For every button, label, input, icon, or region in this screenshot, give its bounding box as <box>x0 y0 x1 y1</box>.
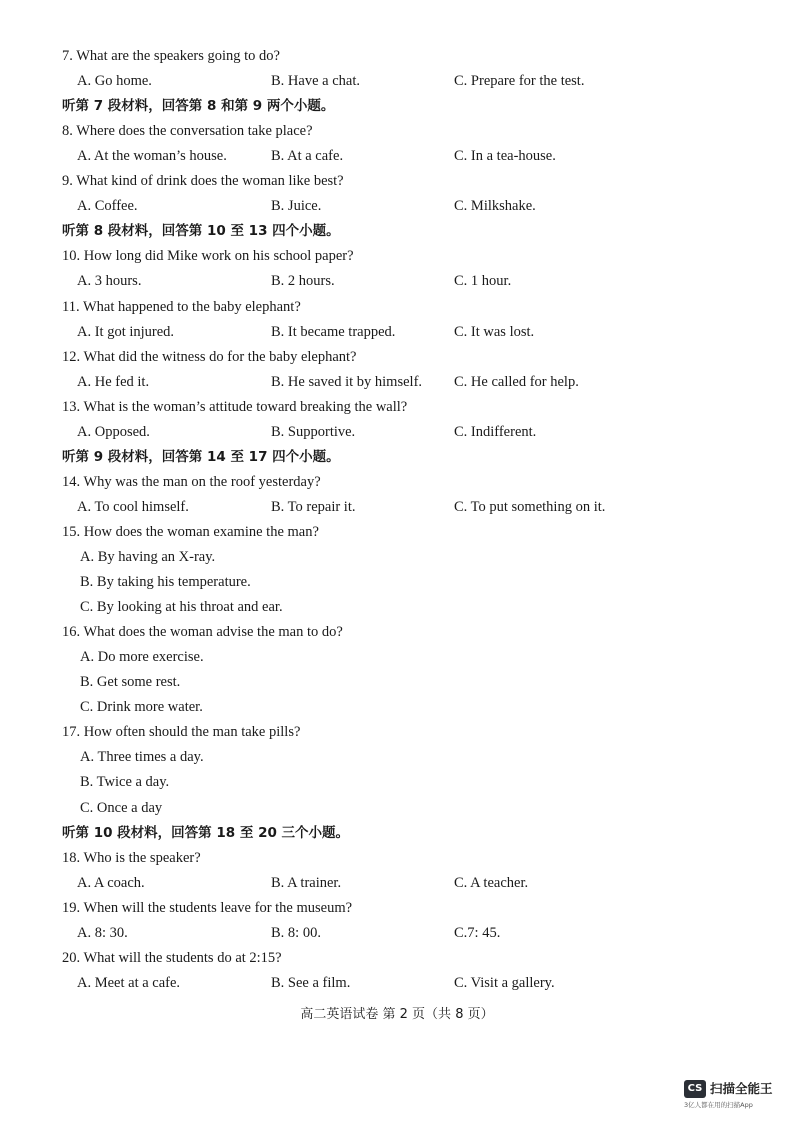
option-text: C. By looking at his throat and ear. <box>80 599 283 615</box>
option-row <box>0 796 794 820</box>
option-text: B. Twice a day. <box>80 774 170 790</box>
option-c: C. Prepare for the test. <box>454 73 585 89</box>
option-a: A. Opposed. <box>77 424 150 440</box>
options-row <box>0 320 794 344</box>
option-a: A. 8: 30. <box>77 925 128 941</box>
section-instruction-row <box>0 821 794 845</box>
option-text: A. Three times a day. <box>80 749 204 765</box>
question-text: 13. What is the woman’s attitude toward breaking the wall? <box>62 399 408 415</box>
question-row <box>0 244 794 268</box>
question-text: 7. What are the speakers going to do? <box>62 48 280 64</box>
question-text: 8. Where does the conversation take place? <box>62 123 313 139</box>
option-a: A. A coach. <box>77 875 145 891</box>
question-text: 19. When will the students leave for the museum? <box>62 900 353 916</box>
question-row <box>0 946 794 970</box>
question-text: 12. What did the witness do for the baby elephant? <box>62 349 357 365</box>
question-row <box>0 846 794 870</box>
option-b: B. Juice. <box>271 198 322 214</box>
options-row <box>0 194 794 218</box>
option-c: C. Indifferent. <box>454 424 537 440</box>
option-a: A. It got injured. <box>77 324 175 340</box>
question-row <box>0 169 794 193</box>
question-row <box>0 345 794 369</box>
question-row <box>0 896 794 920</box>
scanner-watermark <box>684 1080 788 1114</box>
option-b: B. At a cafe. <box>271 148 344 164</box>
watermark-tagline: 3亿人都在用的扫描App <box>684 1101 753 1109</box>
option-row <box>0 595 794 619</box>
question-row <box>0 119 794 143</box>
option-b: B. 8: 00. <box>271 925 321 941</box>
question-text: 10. How long did Mike work on his school paper? <box>62 248 354 264</box>
camscanner-logo-icon: CS <box>684 1080 706 1098</box>
section-instruction: 听第 7 段材料，回答第 8 和第 9 两个小题。 <box>62 98 335 114</box>
section-instruction: 听第 10 段材料，回答第 18 至 20 三个小题。 <box>62 825 350 841</box>
option-text: B. Get some rest. <box>80 674 181 690</box>
option-a: A. At the woman’s house. <box>77 148 227 164</box>
page-footer: 高二英语试卷 第 2 页（共 8 页） <box>300 1007 494 1022</box>
options-row <box>0 69 794 93</box>
section-instruction-row <box>0 445 794 469</box>
option-a: A. To cool himself. <box>77 499 189 515</box>
question-text: 17. How often should the man take pills? <box>62 724 301 740</box>
option-c: C. A teacher. <box>454 875 529 891</box>
option-text: B. By taking his temperature. <box>80 574 251 590</box>
question-row <box>0 44 794 68</box>
option-row <box>0 770 794 794</box>
option-c: C.7: 45. <box>454 925 501 941</box>
option-row <box>0 745 794 769</box>
option-b: B. Have a chat. <box>271 73 360 89</box>
option-c: C. 1 hour. <box>454 273 512 289</box>
option-row <box>0 695 794 719</box>
question-row <box>0 395 794 419</box>
option-b: B. 2 hours. <box>271 273 335 289</box>
section-instruction: 听第 8 段材料，回答第 10 至 13 四个小题。 <box>62 223 340 239</box>
option-c: C. In a tea-house. <box>454 148 556 164</box>
options-row <box>0 495 794 519</box>
options-row <box>0 420 794 444</box>
question-row <box>0 520 794 544</box>
question-text: 15. How does the woman examine the man? <box>62 524 319 540</box>
options-row <box>0 269 794 293</box>
option-c: C. He called for help. <box>454 374 579 390</box>
option-text: A. By having an X-ray. <box>80 549 216 565</box>
options-row <box>0 144 794 168</box>
question-text: 16. What does the woman advise the man to do? <box>62 624 343 640</box>
question-row <box>0 620 794 644</box>
option-a: A. 3 hours. <box>77 273 142 289</box>
option-a: A. Go home. <box>77 73 152 89</box>
question-row <box>0 720 794 744</box>
question-text: 18. Who is the speaker? <box>62 850 201 866</box>
option-c: C. Milkshake. <box>454 198 536 214</box>
section-instruction-row <box>0 219 794 243</box>
section-instruction-row <box>0 94 794 118</box>
option-c: C. Visit a gallery. <box>454 975 555 991</box>
option-text: C. Drink more water. <box>80 699 203 715</box>
option-text: A. Do more exercise. <box>80 649 204 665</box>
options-row <box>0 971 794 995</box>
option-row <box>0 670 794 694</box>
section-instruction: 听第 9 段材料，回答第 14 至 17 四个小题。 <box>62 449 340 465</box>
option-b: B. To repair it. <box>271 499 356 515</box>
option-b: B. A trainer. <box>271 875 342 891</box>
option-row <box>0 545 794 569</box>
watermark-name: 扫描全能王 <box>710 1081 773 1096</box>
question-text: 20. What will the students do at 2:15? <box>62 950 282 966</box>
question-text: 14. Why was the man on the roof yesterday? <box>62 474 321 490</box>
options-row <box>0 370 794 394</box>
options-row <box>0 871 794 895</box>
option-c: C. It was lost. <box>454 324 535 340</box>
option-row <box>0 570 794 594</box>
option-b: B. It became trapped. <box>271 324 396 340</box>
option-c: C. To put something on it. <box>454 499 606 515</box>
option-row <box>0 645 794 669</box>
option-b: B. Supportive. <box>271 424 356 440</box>
option-b: B. He saved it by himself. <box>271 374 423 390</box>
option-a: A. He fed it. <box>77 374 150 390</box>
question-row <box>0 470 794 494</box>
option-a: A. Meet at a cafe. <box>77 975 181 991</box>
option-b: B. See a film. <box>271 975 351 991</box>
question-text: 11. What happened to the baby elephant? <box>62 299 301 315</box>
question-text: 9. What kind of drink does the woman like best? <box>62 173 344 189</box>
option-a: A. Coffee. <box>77 198 138 214</box>
option-text: C. Once a day <box>80 800 163 816</box>
question-row <box>0 295 794 319</box>
options-row <box>0 921 794 945</box>
